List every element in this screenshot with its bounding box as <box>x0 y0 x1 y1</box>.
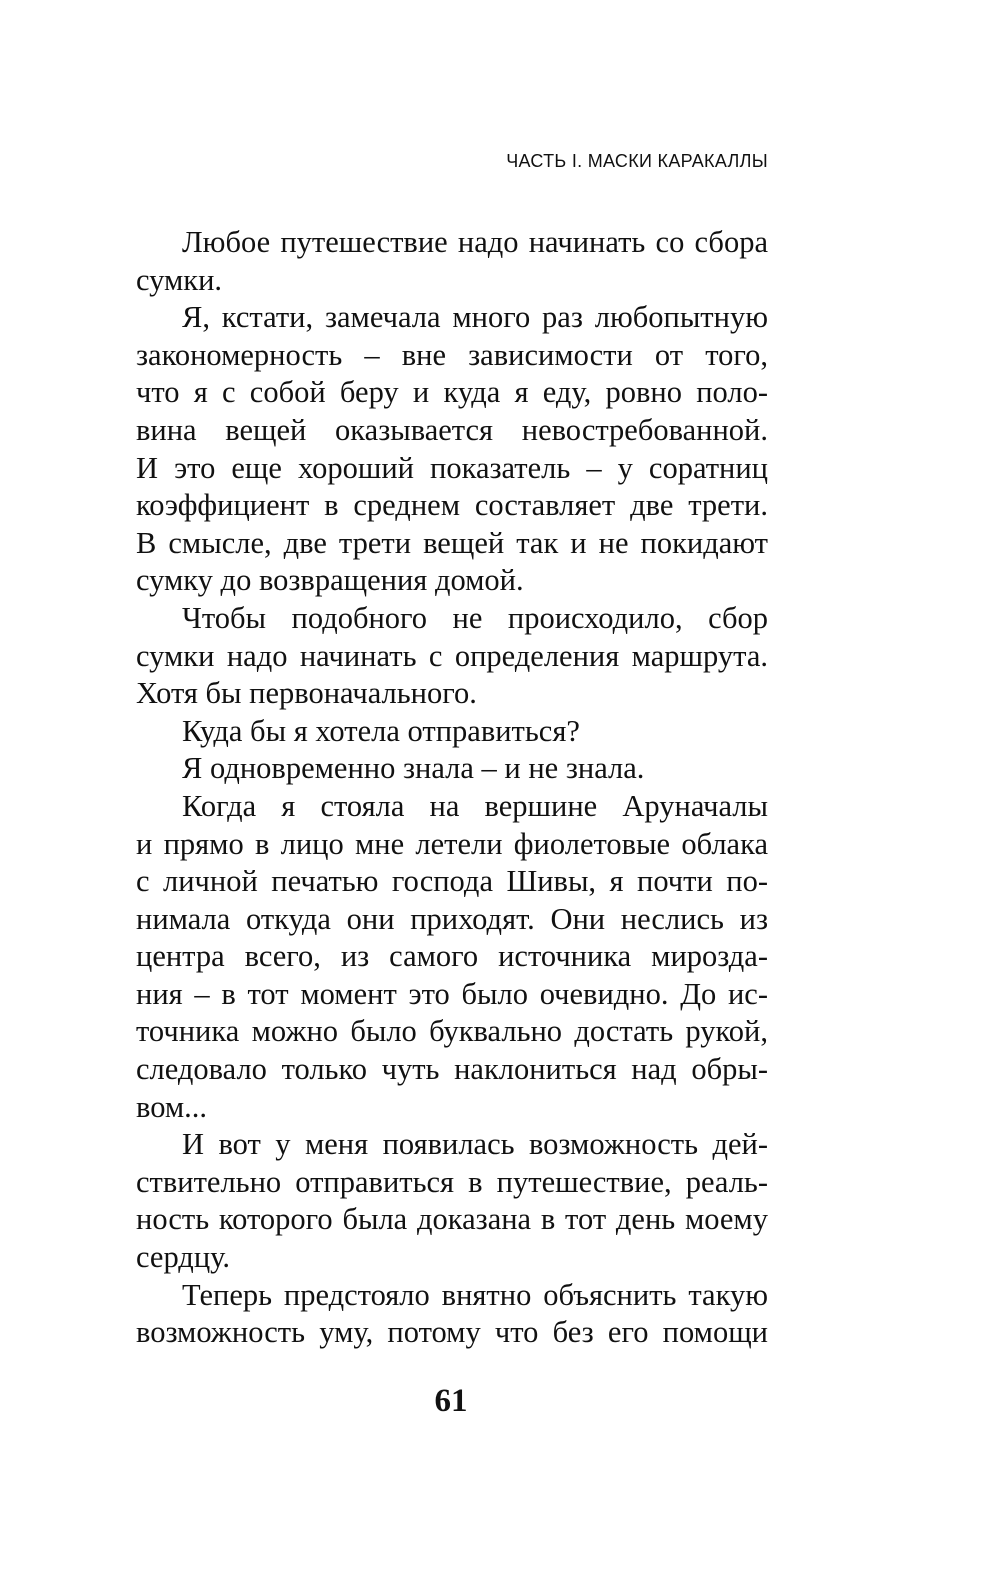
text-line: Любое путешествие надо начинать со сбора <box>182 225 768 259</box>
text-line: Я, кстати, замечала много раз любопытную <box>182 300 768 335</box>
text-line: ствительно отправиться в путешествие, реаль- <box>136 1164 768 1199</box>
text-line: Когда я стояла на вершине Аруначалы <box>182 788 768 823</box>
text-line: центра всего, из самого источника мирозда- <box>136 939 768 974</box>
running-head: ЧАСТЬ I. МАСКИ КАРАКАЛЛЫ <box>506 151 768 171</box>
page-number: 61 <box>434 1383 468 1419</box>
text-line: закономерность – вне зависимости от того, <box>136 337 768 372</box>
text-line: сердцу. <box>136 1240 230 1275</box>
text-line: И вот у меня появилась возможность дей- <box>182 1127 768 1162</box>
text-line: нимала откуда они приходят. Они неслись из <box>136 901 768 936</box>
text-line: что я с собой беру и куда я еду, ровно поло- <box>136 375 768 410</box>
text-line: Чтобы подобного не происходило, сбор <box>182 600 768 635</box>
text-line: и прямо в лицо мне летели фиолетовые облака <box>136 826 768 861</box>
text-line: с личной печатью господа Шивы, я почти по- <box>136 864 768 899</box>
text-line: Хотя бы первоначального. <box>136 676 477 711</box>
text-line: Я одновременно знала – и не знала. <box>182 751 645 786</box>
text-line: В смысле, две трети вещей так и не покидают <box>136 525 768 560</box>
body-text <box>136 224 768 1352</box>
text-line: точника можно было буквально достать рукой, <box>136 1014 768 1049</box>
text-line: ния – в тот момент это было очевидно. До ис- <box>136 976 768 1011</box>
text-line: сумку до возвращения домой. <box>136 563 524 598</box>
text-line: Куда бы я хотела отправиться? <box>182 713 580 748</box>
text-line: сумки надо начинать с определения маршрута. <box>136 638 768 673</box>
text-line: вина вещей оказывается невостребованной. <box>136 412 768 447</box>
text-line: вом... <box>136 1089 208 1124</box>
text-line: следовало только чуть наклониться над обры- <box>136 1052 768 1087</box>
text-line: сумки. <box>136 262 223 297</box>
text-line: возможность уму, потому что без его помощи <box>136 1315 768 1350</box>
text-line: ность которого была доказана в тот день моему <box>136 1202 768 1237</box>
text-line: Теперь предстояло внятно объяснить такую <box>182 1277 768 1312</box>
text-line: коэффициент в среднем составляет две трети. <box>136 488 768 523</box>
text-line: И это еще хороший показатель – у соратниц <box>136 450 768 485</box>
